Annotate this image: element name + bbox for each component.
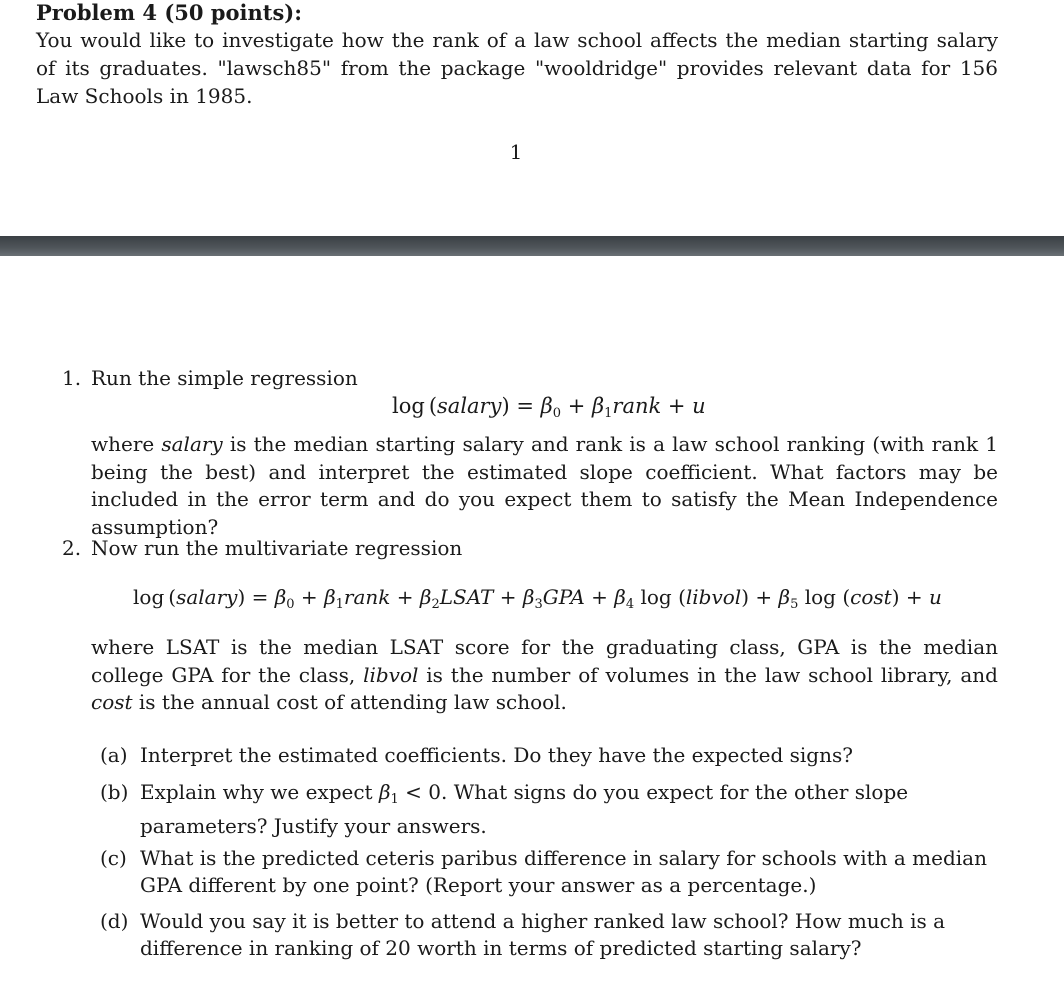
q1-equation [392,392,706,428]
eq2-plus2: + [390,585,420,609]
eq2-eq: = [245,585,275,609]
q2-para-p1: where LSAT is the median LSAT score for the graduating class, GPA is the median college GPA for the class, [91,635,998,687]
q2-para-cost: cost [91,690,133,714]
q2-part-d-text: Would you say it is better to attend a higher ranked law school? How much is a difference in ranking of 20 worth in terms of predicted starting salary? [140,909,946,960]
eq2-plus6: + [899,585,929,609]
eq2-beta0-sub: 0 [286,597,295,612]
eq2-plus3: + [493,585,523,609]
q2-part-b-label: (b) [100,780,129,804]
eq2-open2: ( [678,585,686,609]
eq2-u: u [928,585,942,609]
eq2-open3: ( [842,585,851,609]
eq2-lsat: LSAT [439,585,494,609]
eq2-beta4-sub: 4 [625,597,635,612]
q2-part-d-label: (d) [100,909,129,933]
q2-number: 2. [62,536,82,560]
q1-intro: Run the simple regression [91,366,358,390]
eq2-beta1: β [324,585,336,609]
page-top-fragment [0,0,1064,236]
eq2-close: ) [237,585,246,609]
q2-part-b-beta: β [378,780,391,804]
eq1-open: ( [428,394,438,418]
eq2-gpa: GPA [542,585,585,609]
problem-heading: Problem 4 (50 points): [36,0,302,25]
q1-number: 1. [62,366,82,390]
eq2-beta2-sub: 2 [431,597,440,612]
eq2-close2: ) [741,585,750,609]
page-number: 1 [509,140,523,164]
q1-paragraph [91,431,998,541]
q2-part-c-text: What is the predicted ceteris paribus difference in salary for schools with a median GPA different by one point? (Report your answer as a percentage.) [140,846,987,897]
eq2-beta2: β [419,585,432,609]
eq2-beta3-sub: 3 [534,597,543,612]
eq2-close3: ) [891,585,900,609]
eq2-plus4: + [584,585,615,609]
eq2-open: ( [168,585,177,609]
eq2-salary: salary [176,585,238,609]
eq2-beta5-sub: 5 [790,597,799,612]
eq2-libvol: libvol [685,585,742,609]
problem-statement: You would like to investigate how the rank of a law school affects the median starting salary of its graduates. "lawsch85" from the package "wooldridge" provides relevant data for 156 Law Schools in 1985. [36,28,998,108]
q2-equation [133,583,942,619]
q1-para-salary: salary [161,432,223,456]
eq1-rank: rank [612,394,662,418]
eq1-beta1: β [591,394,605,418]
eq2-rank: rank [343,585,391,609]
eq1-close: ) [501,394,510,418]
q2-intro: Now run the multivariate regression [91,536,463,560]
page-bottom [0,256,1064,982]
eq1-salary: salary [437,394,502,418]
eq1-beta0-sub: 0 [552,406,562,421]
eq2-cost: cost [850,585,892,609]
eq2-beta5: β [778,585,791,609]
page-divider [0,236,1064,256]
q1-para-p2: is the median starting salary and rank is a law school ranking (with rank 1 being the best) and interpret the estimated slope coefficient. What factors may be included in the error term and do you expect them to satisfy the Mean Independence assumption? [91,432,998,539]
q2-part-a-label: (a) [100,743,128,767]
q2-para-libvol: libvol [363,662,419,687]
eq2-log2: log [634,585,679,609]
eq1-beta1-sub: 1 [604,406,613,421]
eq1-beta0: β [540,394,553,418]
q2-para-p2: is the number of volumes in the law school library, and [418,662,998,687]
eq1-log: log [392,394,425,418]
eq1-plus1: + [561,394,592,418]
eq2-plus5: + [749,585,779,609]
q2-part-b-text [140,779,998,840]
eq2-beta4: β [614,585,626,609]
q2-part-a-text: Interpret the estimated coefficients. Do they have the expected signs? [140,743,853,767]
eq2-plus1: + [294,585,325,609]
q2-part-b-pre: Explain why we expect [140,780,379,804]
eq1-plus2: + [661,394,693,418]
eq2-beta1-sub: 1 [335,597,344,612]
eq2-log3: log [798,585,843,609]
q2-part-c-label: (c) [100,846,127,870]
q2-para-p3: is the annual cost of attending law school. [132,690,567,714]
q2-paragraph [91,634,998,717]
q2-part-b-post: < 0. What signs do you expect for the other slope parameters? Justify your answers. [140,780,909,838]
q2-part-b-beta-sub: 1 [390,792,399,807]
q1-para-p1: where [91,432,162,456]
eq2-beta3: β [522,585,535,609]
eq1-u: u [692,394,706,418]
eq1-eq: = [509,394,541,418]
eq2-log: log [133,585,165,609]
eq2-beta0: β [274,585,287,609]
